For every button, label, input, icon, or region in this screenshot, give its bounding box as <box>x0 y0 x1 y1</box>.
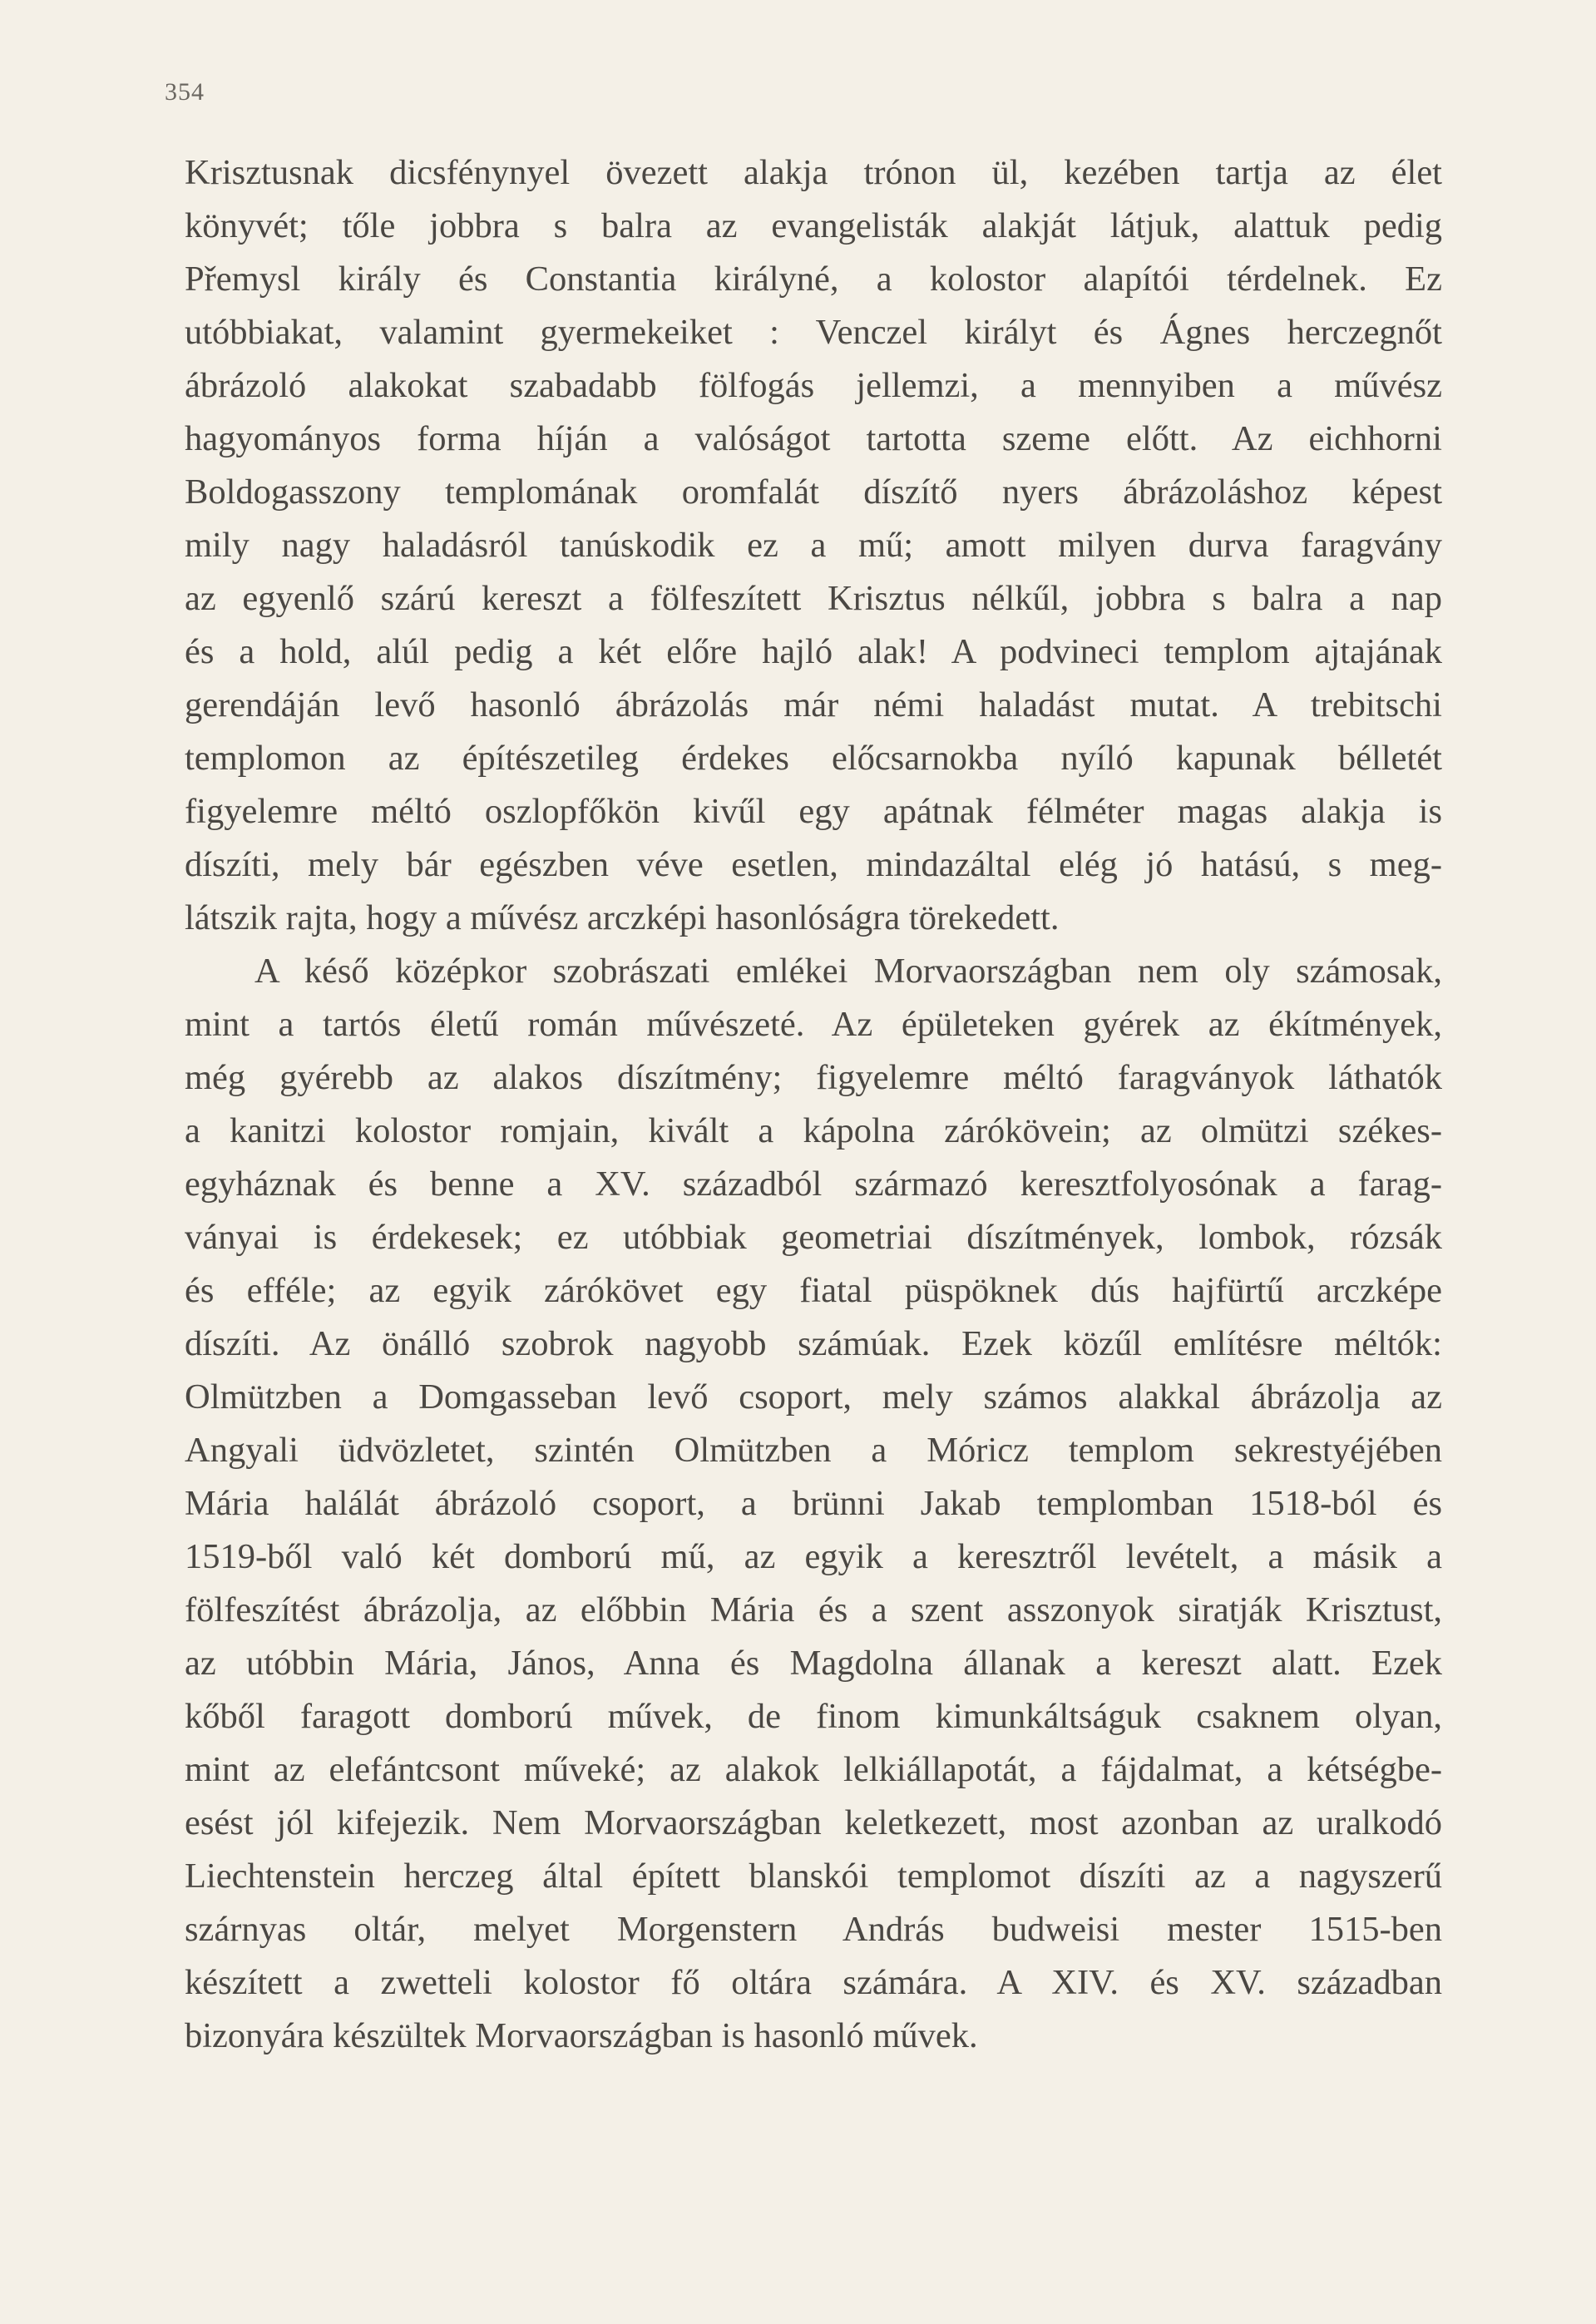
text-line: templomon az építészetileg érdekes előcsarnokba nyíló kapunak bélletét <box>185 739 1442 778</box>
text-line: Boldogasszony templomának oromfalát díszítő nyers ábrázoláshoz képest <box>185 472 1442 512</box>
text-line: az utóbbin Mária, János, Anna és Magdolna állanak a kereszt alatt. Ezek <box>185 1644 1442 1683</box>
text-line: figyelemre méltó oszlopfőkön kivűl egy apátnak félméter magas alakja is <box>185 792 1442 831</box>
body-text <box>185 146 1442 2063</box>
text-line: Olmützben a Domgasseban levő csoport, mely számos alakkal ábrázolja az <box>185 1377 1442 1417</box>
text-line: könyvét; tőle jobbra s balra az evangelisták alakját látjuk, alattuk pedig <box>185 206 1442 245</box>
text-line: kőből faragott domború művek, de finom kimunkáltságuk csaknem olyan, <box>185 1697 1442 1736</box>
text-line: bizonyára készültek Morvaországban is hasonló művek. <box>185 2016 978 2055</box>
text-line: a kanitzi kolostor romjain, kivált a kápolna zárókövein; az olmützi székes- <box>185 1111 1442 1150</box>
text-line: látszik rajta, hogy a művész arczképi hasonlóságra törekedett. <box>185 898 1060 937</box>
text-line: Přemysl király és Constantia királyné, a kolostor alapítói térdelnek. Ez <box>185 260 1442 299</box>
text-line: Angyali üdvözletet, szintén Olmützben a Móricz templom sekrestyéjében <box>185 1431 1442 1470</box>
text-line: hagyományos forma híján a valóságot tartotta szeme előtt. Az eichhorni <box>185 419 1442 458</box>
text-line: szárnyas oltár, melyet Morgenstern András budweisi mester 1515-ben <box>185 1910 1442 1949</box>
text-line: utóbbiakat, valamint gyermekeiket : Venczel királyt és Ágnes herczegnőt <box>185 313 1442 352</box>
text-line: esést jól kifejezik. Nem Morvaországban keletkezett, most azonban az uralkodó <box>185 1803 1442 1842</box>
text-line: és a hold, alúl pedig a két előre hajló alak! A podvineci templom ajtajának <box>185 632 1442 671</box>
text-line: gerendáján levő hasonló ábrázolás már némi haladást mutat. A trebitschi <box>185 685 1442 724</box>
text-line: fölfeszítést ábrázolja, az előbbin Mária és a szent asszonyok siratják Krisztust, <box>185 1590 1442 1629</box>
text-line: még gyérebb az alakos díszítmény; figyelemre méltó faragványok láthatók <box>185 1058 1442 1097</box>
text-line: mint a tartós életű román művészeté. Az épületeken gyérek az ékítmények, <box>185 1005 1442 1044</box>
page-number: 354 <box>165 78 205 106</box>
text-line: készített a zwetteli kolostor fő oltára számára. A XIV. és XV. században <box>185 1963 1442 2002</box>
text-line: egyháznak és benne a XV. századból származó keresztfolyosónak a farag- <box>185 1164 1442 1204</box>
text-line: Liechtenstein herczeg által épített blanskói templomot díszíti az a nagyszerű <box>185 1857 1442 1896</box>
text-line: és efféle; az egyik zárókövet egy fiatal püspöknek dús hajfürtű arczképe <box>185 1271 1442 1310</box>
text-line: díszíti, mely bár egészben véve esetlen, mindazáltal elég jó hatású, s meg- <box>185 845 1442 884</box>
text-line: Mária halálát ábrázoló csoport, a brünni Jakab templomban 1518-ból és <box>185 1484 1442 1523</box>
text-line: ábrázoló alakokat szabadabb fölfogás jellemzi, a mennyiben a művész <box>185 366 1442 405</box>
text-line: ványai is érdekesek; ez utóbbiak geometriai díszítmények, lombok, rózsák <box>185 1218 1442 1257</box>
text-line: 1519-ből való két domború mű, az egyik a keresztről levételt, a másik a <box>185 1537 1442 1576</box>
text-line: Krisztusnak dicsfénynyel övezett alakja trónon ül, kezében tartja az élet <box>185 153 1442 192</box>
text-line: az egyenlő szárú kereszt a fölfeszített Krisztus nélkűl, jobbra s balra a nap <box>185 579 1442 618</box>
text-line: díszíti. Az önálló szobrok nagyobb számúak. Ezek közűl említésre méltók: <box>185 1324 1442 1363</box>
text-line: A késő középkor szobrászati emlékei Morvaországban nem oly számosak, <box>254 952 1442 991</box>
text-line: mily nagy haladásról tanúskodik ez a mű; amott milyen durva faragvány <box>185 526 1442 565</box>
paragraph-2 <box>185 945 1442 2063</box>
paragraph-1 <box>185 146 1442 945</box>
text-line: mint az elefántcsont műveké; az alakok lelkiállapotát, a fájdalmat, a kétségbe- <box>185 1750 1442 1789</box>
